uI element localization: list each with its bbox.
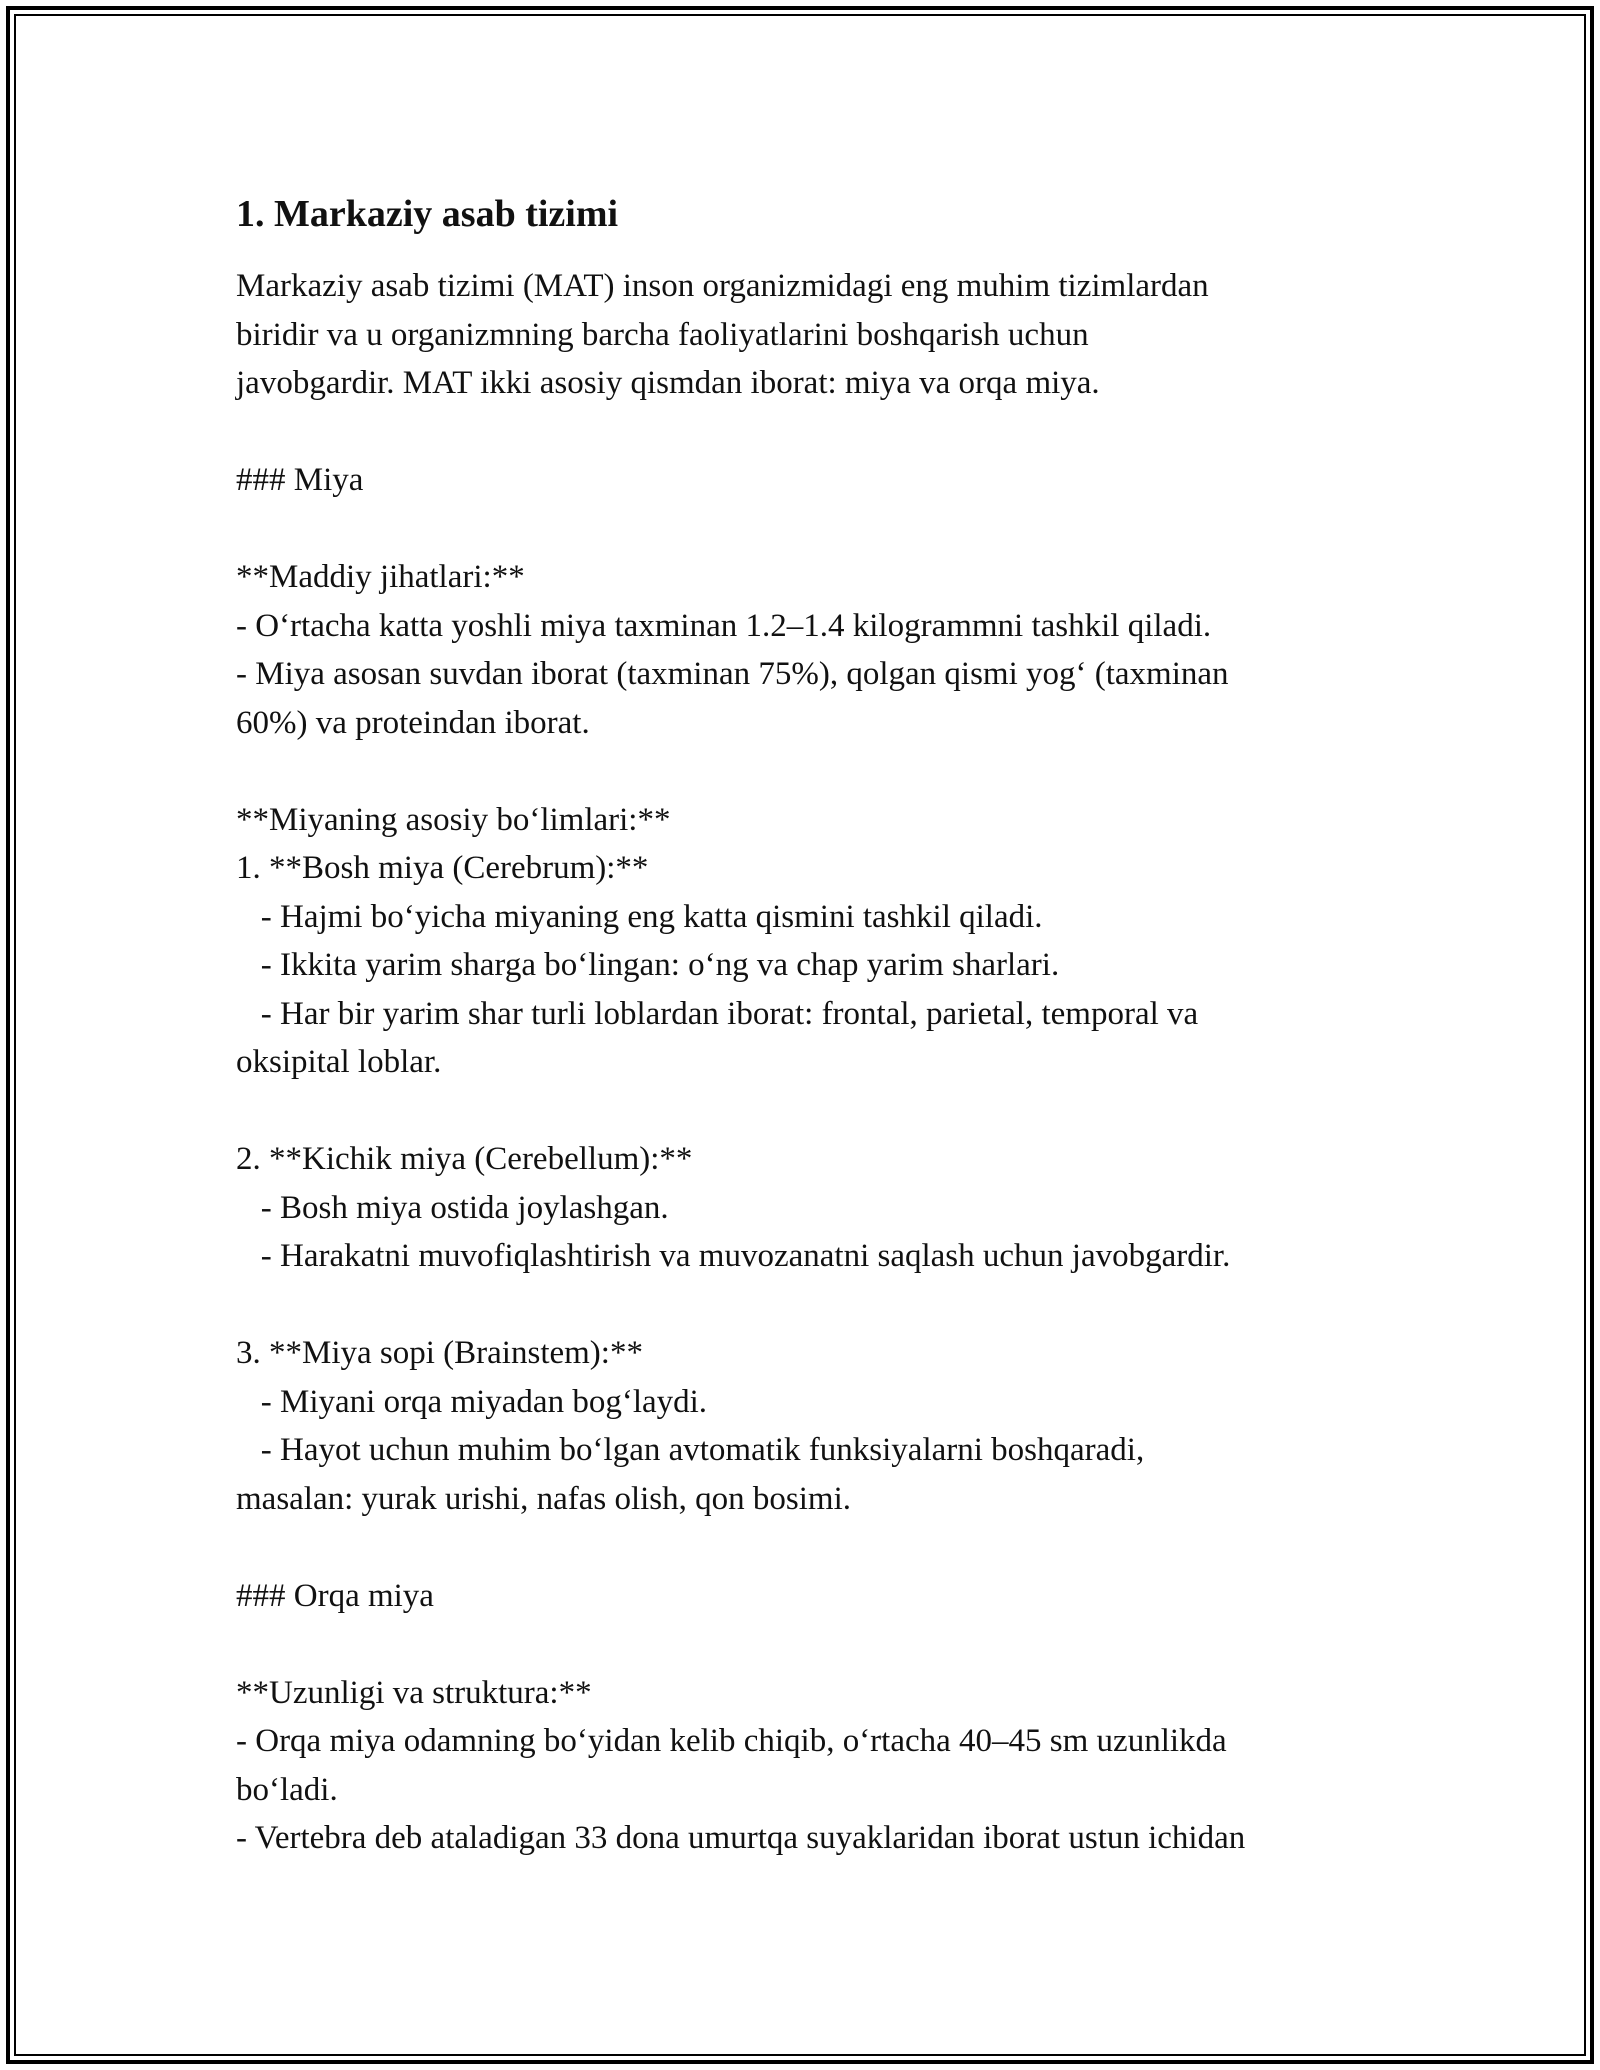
body-line: - Miyani orqa miyadan bog‘laydi. [236, 1383, 708, 1420]
blank-line [236, 1281, 1416, 1330]
body-line: - Har bir yarim shar turli loblardan iborat: frontal, parietal, temporal va [236, 995, 1199, 1032]
body-line: javobgardir. MAT ikki asosiy qismdan iborat: miya va orqa miya. [236, 365, 1100, 401]
body-line: - Ikkita yarim sharga bo‘lingan: o‘ng va chap yarim sharlari. [236, 947, 1060, 983]
body-line: 60%) va proteindan iborat. [236, 704, 590, 741]
body-line: oksipital loblar. [236, 1044, 442, 1080]
body-line: - Hayot uchun muhim bo‘lgan avtomatik funksiyalarni boshqaradi, [236, 1432, 1145, 1468]
body-line: - O‘rtacha katta yoshli miya taxminan 1.2–1.4 kilogrammni tashkil qiladi. [236, 607, 1212, 644]
blank-line [236, 505, 1416, 554]
body-line: - Harakatni muvofiqlashtirish va muvozanatni saqlash uchun javobgardir. [236, 1238, 1231, 1274]
body-line: - Bosh miya ostida joylashgan. [236, 1189, 669, 1226]
blank-line [236, 408, 1416, 457]
body-line: 1. **Bosh miya (Cerebrum):** [236, 850, 649, 886]
blank-line [236, 1523, 1416, 1572]
document-title: 1. Markaziy asab tizimi [236, 193, 619, 235]
body-line: **Miyaning asosiy bo‘limlari:** [236, 801, 671, 838]
body-line: biridir va u organizmning barcha faoliyatlarini boshqarish uchun [236, 316, 1089, 353]
document-page [236, 188, 1416, 1863]
body-line: - Hajmi bo‘yicha miyaning eng katta qismini tashkil qiladi. [236, 898, 1043, 935]
blank-line [236, 1620, 1416, 1669]
body-line: - Orqa miya odamning bo‘yidan kelib chiqib, o‘rtacha 40–45 sm uzunlikda [236, 1723, 1227, 1759]
body-line: masalan: yurak urishi, nafas olish, qon bosimi. [236, 1480, 851, 1517]
document-body [236, 262, 1416, 1863]
body-line: **Uzunligi va struktura:** [236, 1674, 592, 1711]
body-line: ### Orqa miya [236, 1577, 434, 1614]
body-line: 3. **Miya sopi (Brainstem):** [236, 1335, 643, 1371]
body-line: 2. **Kichik miya (Cerebellum):** [236, 1141, 693, 1177]
body-line: - Miya asosan suvdan iborat (taxminan 75%), qolgan qismi yog‘ (taxminan [236, 656, 1229, 692]
body-line: bo‘ladi. [236, 1771, 338, 1808]
body-line: - Vertebra deb ataladigan 33 dona umurtqa suyaklaridan iborat ustun ichidan [236, 1820, 1246, 1856]
body-line: ### Miya [236, 462, 364, 498]
blank-line [236, 1087, 1416, 1136]
body-line: **Maddiy jihatlari:** [236, 559, 525, 595]
blank-line [236, 747, 1416, 796]
body-line: Markaziy asab tizimi (MAT) inson organizmidagi eng muhim tizimlardan [236, 268, 1209, 304]
